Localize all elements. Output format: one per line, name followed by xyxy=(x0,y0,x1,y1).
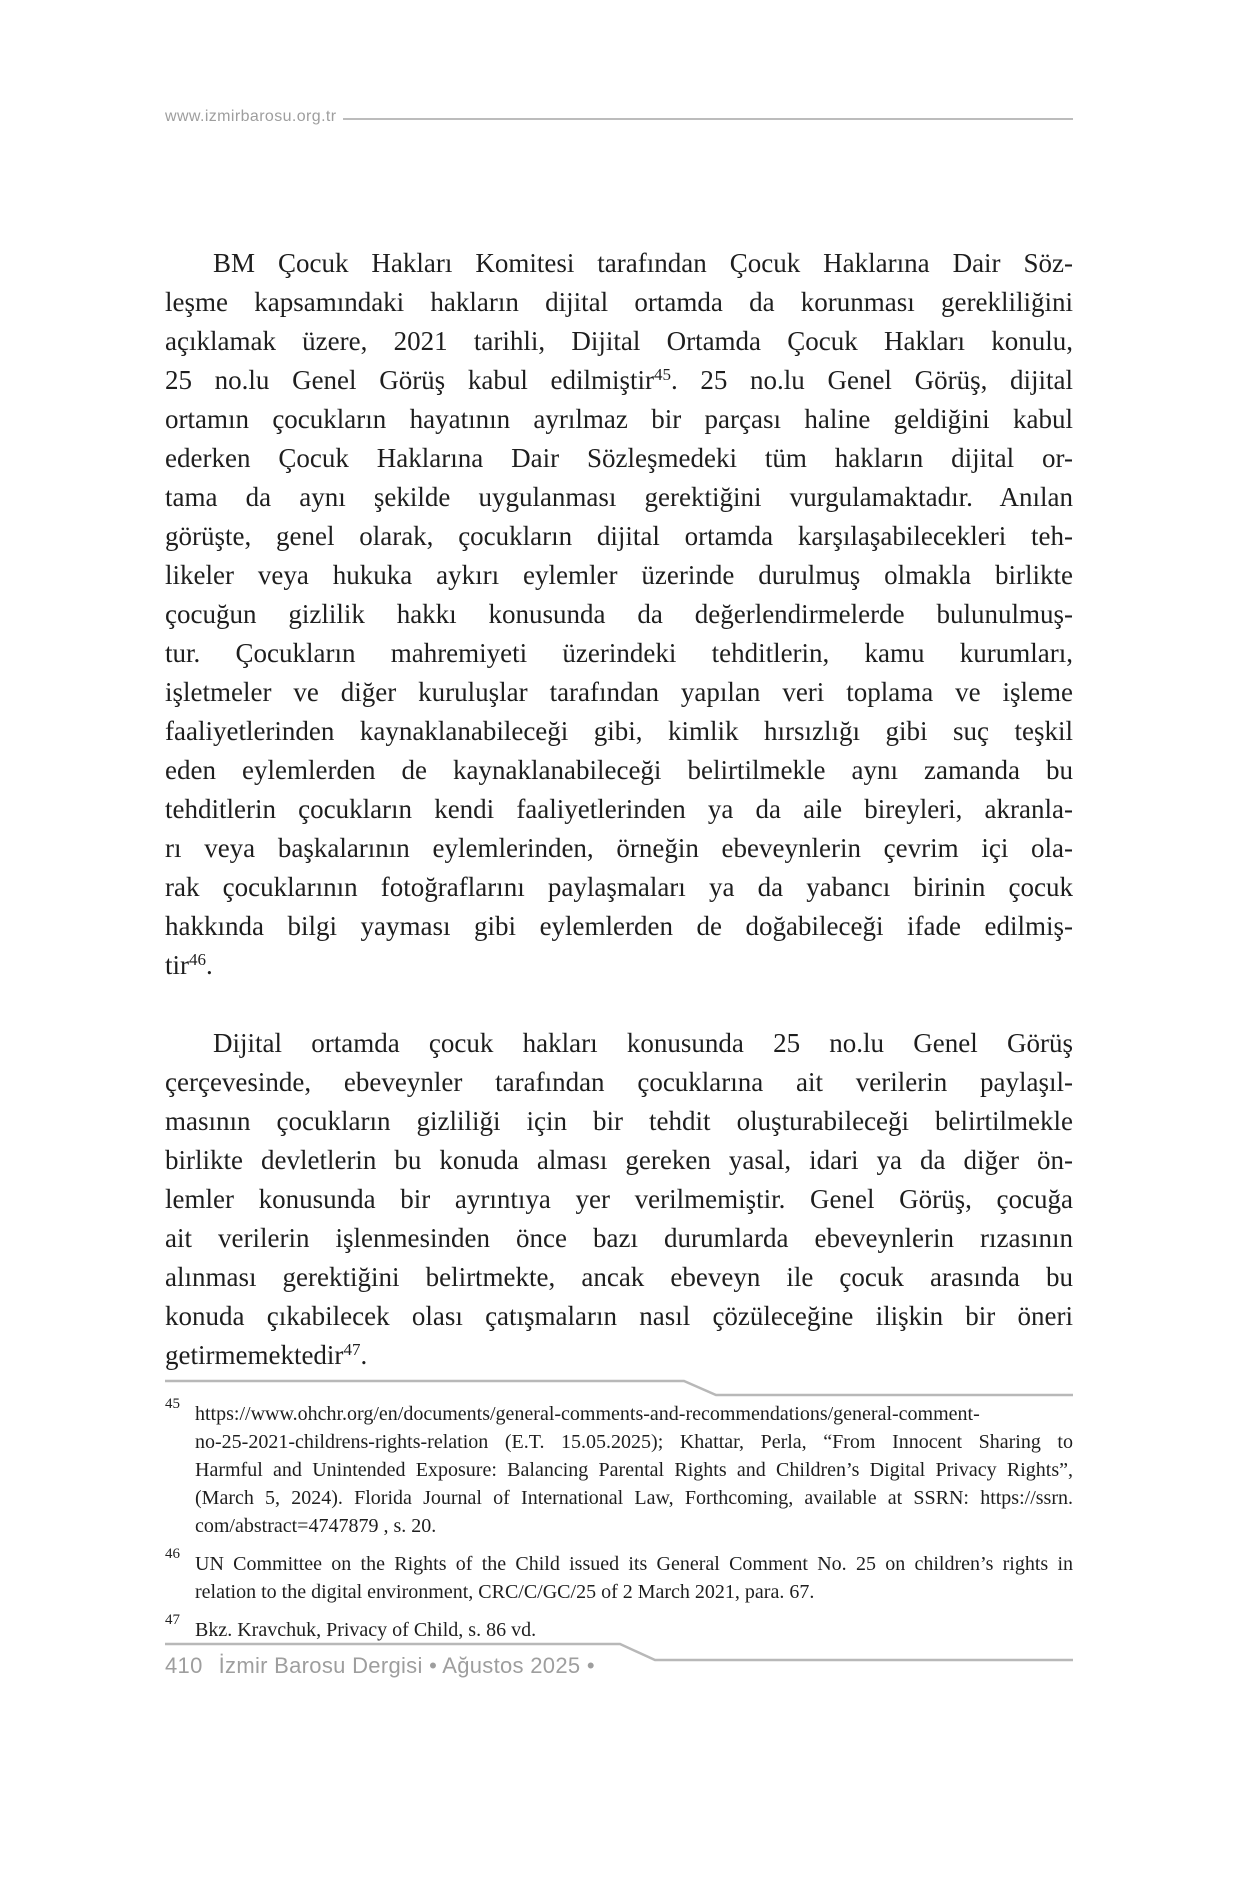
footnote-number: 45 xyxy=(165,1396,180,1412)
text-line: ederken Çocuk Haklarına Dair Sözleşmedeki tüm hakların dijital or- xyxy=(165,443,1073,473)
text-line: konuda çıkabilecek olası çatışmaların nasıl çözüleceğine ilişkin bir öneri xyxy=(165,1301,1073,1331)
text-line: işletmeler ve diğer kuruluşlar tarafından yapılan veri toplama ve işleme xyxy=(165,677,1073,707)
text-line: ait verilerin işlenmesinden önce bazı durumlarda ebeveynlerin rızasının xyxy=(165,1223,1073,1253)
header-rule xyxy=(343,118,1073,120)
footnote-ref: 47 xyxy=(343,1340,361,1359)
text-line: com/abstract=4747879 , s. 20. xyxy=(195,1515,437,1537)
header-url: www.izmirbarosu.org.tr xyxy=(165,108,337,125)
text-line: Harmful and Unintended Exposure: Balancing Parental Rights and Children’s Digital Privacy Rights”, xyxy=(195,1459,1073,1481)
text-line: faaliyetlerinden kaynaklanabileceği gibi, kimlik hırsızlığı gibi suç teşkil xyxy=(165,716,1073,746)
page-number: 410 xyxy=(165,1653,203,1678)
text-line: alınması gerektiğini belirtmekte, ancak ebeveyn ile çocuk arasında bu xyxy=(165,1262,1073,1292)
text-line: no-25-2021-childrens-rights-relation (E.T. 15.05.2025); Khattar, Perla, “From Innocent Sharing to xyxy=(195,1431,1073,1453)
text-line: görüşte, genel olarak, çocukların dijital ortamda karşılaşabilecekleri teh- xyxy=(165,521,1073,551)
text-line: hakkında bilgi yayması gibi eylemlerden de doğabileceği ifade edilmiş- xyxy=(165,911,1073,941)
paragraph xyxy=(165,244,1073,985)
text-line: ortamın çocukların hayatının ayrılmaz bir parçası haline geldiğini kabul xyxy=(165,404,1073,434)
text-line: relation to the digital environment, CRC/C/GC/25 of 2 March 2021, para. 67. xyxy=(195,1581,815,1603)
text-line: eden eylemlerden de kaynaklanabileceği belirtilmekle aynı zamanda bu xyxy=(165,755,1073,785)
body-text xyxy=(165,244,1073,1414)
footnote-number: 46 xyxy=(165,1546,180,1562)
text-line: çocuğun gizlilik hakkı konusunda da değerlendirmelerde bulunulmuş- xyxy=(165,599,1073,629)
text-line: Bkz. Kravchuk, Privacy of Child, s. 86 vd. xyxy=(195,1619,537,1641)
footnote xyxy=(165,1396,1073,1540)
text-line: rı veya başkalarının eylemlerinden, örneğin ebeveynlerin çevrim içi ola- xyxy=(165,833,1073,863)
text-line: UN Committee on the Rights of the Child issued its General Comment No. 25 on children’s rights in xyxy=(195,1553,1073,1575)
text-line: açıklamak üzere, 2021 tarihli, Dijital Ortamda Çocuk Hakları konulu, xyxy=(165,326,1073,356)
journal-name: İzmir Barosu Dergisi • Ağustos 2025 • xyxy=(218,1653,595,1678)
text-line: birlikte devletlerin bu konuda alması gereken yasal, idari ya da diğer ön- xyxy=(165,1145,1073,1175)
paragraph xyxy=(165,1024,1073,1375)
text-line: tama da aynı şekilde uygulanması gerektiğini vurgulamaktadır. Anılan xyxy=(165,482,1073,512)
text-line: tir$^{46}$. xyxy=(165,950,213,980)
text-line: likeler veya hukuka aykırı eylemler üzerinde durulmuş olmakla birlikte xyxy=(165,560,1073,590)
text-line: tur. Çocukların mahremiyeti üzerindeki tehditlerin, kamu kurumları, xyxy=(165,638,1073,668)
text-line: lemler konusunda bir ayrıntıya yer verilmemiştir. Genel Görüş, çocuğa xyxy=(165,1184,1073,1214)
footnote-ref: 45 xyxy=(653,365,671,384)
text-line: 25 no.lu Genel Görüş kabul edilmiştir$^{45}$. 25 no.lu Genel Görüş, dijital xyxy=(165,365,1073,395)
footnote xyxy=(165,1546,1073,1606)
text-line: https://www.ohchr.org/en/documents/general-comments-and-recommendations/general-comment- xyxy=(195,1403,980,1425)
text-line: getirmemektedir$^{47}$. xyxy=(165,1340,368,1370)
text-line: leşme kapsamındaki hakların dijital ortamda da korunması gerekliliğini xyxy=(165,287,1073,317)
text-line: Dijital ortamda çocuk hakları konusunda 25 no.lu Genel Görüş xyxy=(213,1028,1073,1058)
footnotes-list xyxy=(165,1396,1073,1654)
header xyxy=(165,108,1073,126)
text-line: masının çocukların gizliliği için bir tehdit oluşturabileceği belirtilmekle xyxy=(165,1106,1073,1136)
text-line: rak çocuklarının fotoğraflarını paylaşmaları ya da yabancı birinin çocuk xyxy=(165,872,1073,902)
footnote-separator xyxy=(165,1378,1073,1400)
footer xyxy=(165,1653,595,1679)
text-line: çerçevesinde, ebeveynler tarafından çocuklarına ait verilerin paylaşıl- xyxy=(165,1067,1073,1097)
footnote xyxy=(165,1612,1073,1644)
text-line: (March 5, 2024). Florida Journal of International Law, Forthcoming, available at SSRN: https://ssrn. xyxy=(195,1487,1073,1509)
footnote-number: 47 xyxy=(165,1612,180,1628)
text-line: tehditlerin çocukların kendi faaliyetlerinden ya da aile bireyleri, akranla- xyxy=(165,794,1073,824)
text-line: BM Çocuk Hakları Komitesi tarafından Çocuk Haklarına Dair Söz- xyxy=(213,248,1073,278)
footnote-ref: 46 xyxy=(189,950,206,969)
